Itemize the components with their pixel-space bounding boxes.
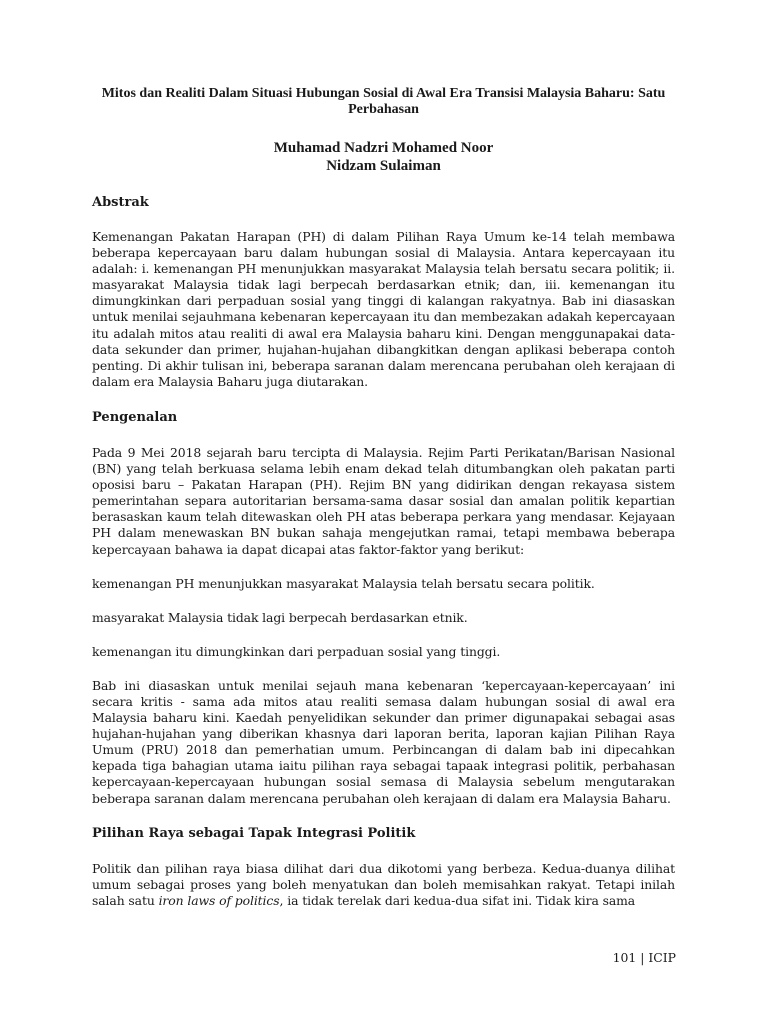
footer-label: ICIP [648, 950, 676, 965]
introduction-paragraph: Pada 9 Mei 2018 sejarah baru tercipta di Malaysia. Rejim Parti Perikatan/Barisan Nasional (BN) yang telah berkuasa selama lebih enam dekad telah ditumbangkan oleh pakatan parti oposisi baru – Pakatan Harapan (PH). Rejim BN yang didirikan dengan rekayasa sistem pemerintahan separa autoritarian bersama-sama dasar sosial dan amalan politik kepartian berasaskan kaum telah ditewaskan oleh PH atas beberapa perkara yang mendasar. Kejayaan PH dalam menewaskan BN bukan sahaja mengejutkan ramai, tetapi membawa beberapa kepercayaan bahawa ia dapat dicapai atas faktor-faktor yang berikut: [92, 444, 675, 557]
document-title: Mitos dan Realiti Dalam Situasi Hubungan Sosial di Awal Era Transisi Malaysia Baharu: Satu Perbahasan [101, 86, 666, 117]
author-name: Nidzam Sulaiman [326, 158, 441, 174]
section-italic-term: iron laws of politics [158, 892, 280, 908]
section-text: Politik dan pilihan raya biasa dilihat dari dua dikotomi yang berbeza. Kedua-duanya dilihat umum sebagai proses yang boleh menyatukan dan boleh memisahkan rakyat. Tetapi inilah salah satu [92, 860, 675, 908]
belief-point: kemenangan itu dimungkinkan dari perpaduan sosial yang tinggi. [92, 643, 501, 659]
footer-separator: | [640, 950, 645, 965]
section-text: , ia tidak terelak dari kedua-dua sifat ini. Tidak kira sama [279, 892, 636, 908]
author-name: Muhamad Nadzri Mohamed Noor [273, 140, 494, 156]
introduction-paragraph: Bab ini diasaskan untuk menilai sejauh mana kebenaran ‘kepercayaan-kepercayaan’ ini secara kritis - sama ada mitos atau realiti semasa dalam hubungan sosial di awal era Malaysia baharu kini. Kaedah penyelidikan sekunder dan primer digunapakai sebagai asas hujahan-hujahan yang diberikan khasnya dari laporan berita, laporan kajian Pilihan Raya Umum (PRU) 2018 dan pemerhatian umum. Perbincangan di dalam bab ini dipecahkan kepada tiga bahagian utama iaitu pilihan raya sebagai tapaak integrasi politik, perbahasan kepercayaan-kepercayaan hubungan sosial semasa di Malaysia sebelum mengutarakan beberapa saranan dalam merencana perubahan oleh kerajaan di dalam era Malaysia Baharu. [92, 677, 675, 806]
section-heading: Pilihan Raya sebagai Tapak Integrasi Politik [92, 825, 416, 841]
abstract-heading: Abstrak [92, 195, 149, 210]
author-block [92, 139, 675, 175]
section-paragraph [92, 861, 675, 909]
introduction-heading: Pengenalan [92, 409, 178, 425]
document-body [92, 86, 675, 909]
page-number: 101 [612, 950, 637, 965]
abstract-text: Kemenangan Pakatan Harapan (PH) di dalam Pilihan Raya Umum ke-14 telah membawa beberapa kepercayaan baru dalam hubungan sosial di Malaysia. Antara kepercayaan itu adalah: i. kemenangan PH menunjukkan masyarakat Malaysia telah bersatu secara politik; ii. masyarakat Malaysia tidak lagi berpecah berdasarkan etnik; dan, iii. kemenangan itu dimungkinkan dari perpaduan sosial yang tinggi di kalangan rakyatnya. Bab ini diasaskan untuk menilai sejauhmana kebenaran kepercayaan itu dan membezakan adakah kepercayaan itu adalah mitos atau realiti di awal era Malaysia baharu kini. Dengan menggunapakai data-data sekunder dan primer, hujahan-hujahan dibangkitkan dengan aplikasi beberapa contoh penting. Di akhir tulisan ini, beberapa saranan dalam merencana perubahan oleh kerajaan di dalam era Malaysia Baharu juga diutarakan. [92, 229, 675, 389]
belief-point: kemenangan PH menunjukkan masyarakat Malaysia telah bersatu secara politik. [92, 575, 595, 591]
page-footer [600, 950, 676, 966]
belief-point: masyarakat Malaysia tidak lagi berpecah berdasarkan etnik. [92, 609, 468, 625]
